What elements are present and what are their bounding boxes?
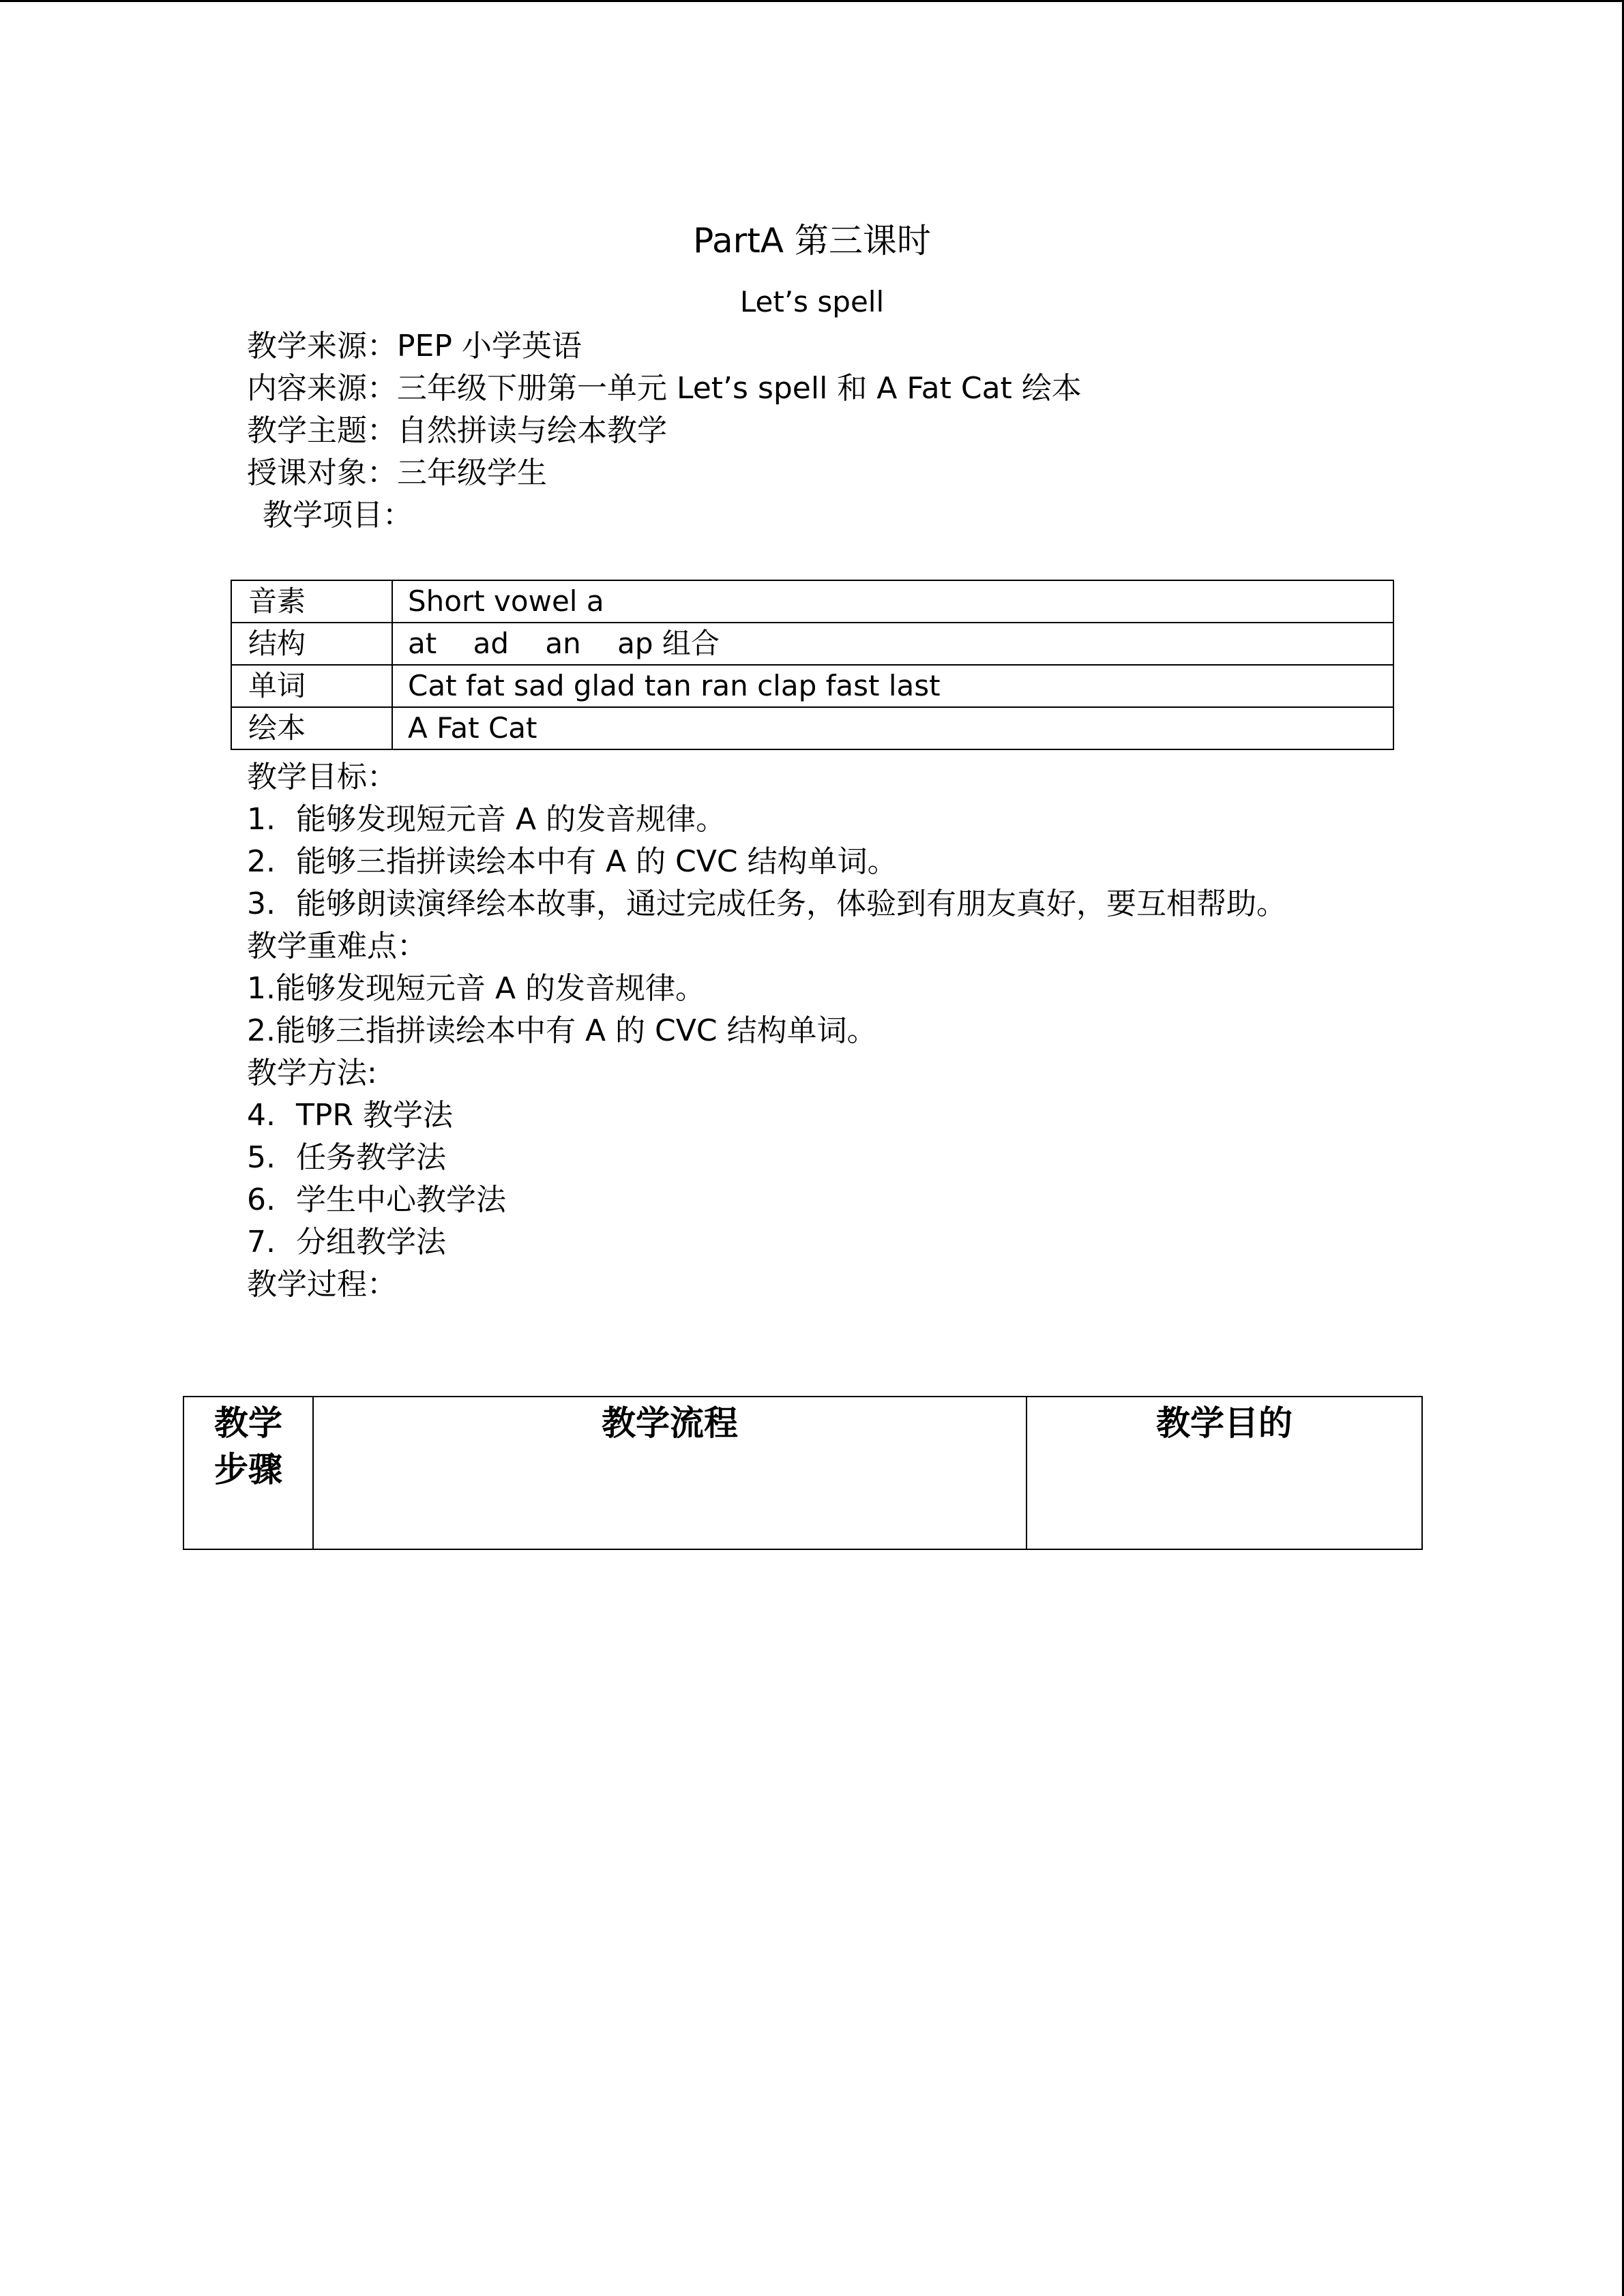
item-key: 结构 xyxy=(231,623,392,665)
list-item-text: TPR 教学法 xyxy=(296,1098,453,1133)
column-header-steps-line1: 教学 xyxy=(214,1403,282,1443)
list-item xyxy=(247,1222,446,1263)
top-border-line xyxy=(0,0,1624,2)
column-header-steps-line2: 步骤 xyxy=(214,1450,282,1489)
info-teaching-theme: 教学主题：自然拼读与绘本教学 xyxy=(247,413,667,448)
list-item-number: 6. xyxy=(247,1182,276,1217)
list-item xyxy=(247,1180,506,1221)
list-item-number: 5. xyxy=(247,1140,276,1175)
item-key: 单词 xyxy=(231,665,392,707)
list-item-number: 1. xyxy=(247,802,276,837)
list-item-text: 能够三指拼读绘本中有 A 的 CVC 结构单词。 xyxy=(296,844,898,879)
difficulty-item: 2.能够三指拼读绘本中有 A 的 CVC 结构单词。 xyxy=(247,1013,877,1048)
info-content-source: 内容来源：三年级下册第一单元 Let’s spell 和 A Fat Cat 绘本 xyxy=(247,371,1082,406)
difficulty-item: 1.能够发现短元音 A 的发音规律。 xyxy=(247,971,706,1006)
column-header-steps xyxy=(183,1397,313,1549)
methods-heading: 教学方法: xyxy=(247,1056,377,1090)
info-teaching-source: 教学来源：PEP 小学英语 xyxy=(247,329,582,363)
list-item xyxy=(247,841,898,882)
column-header-flow: 教学流程 xyxy=(313,1397,1027,1549)
item-value: A Fat Cat xyxy=(392,707,1393,749)
item-key: 绘本 xyxy=(231,707,392,749)
list-item-text: 学生中心教学法 xyxy=(296,1182,506,1217)
list-item xyxy=(247,884,1286,925)
item-value: Short vowel a xyxy=(392,580,1393,623)
teaching-process-table xyxy=(183,1396,1423,1550)
teaching-items-table xyxy=(231,580,1394,750)
table-row xyxy=(231,580,1393,623)
list-item-text: 能够朗读演绎绘本故事，通过完成任务，体验到有朋友真好，要互相帮助。 xyxy=(296,886,1286,921)
item-value: Cat fat sad glad tan ran clap fast last xyxy=(392,665,1393,707)
difficulties-heading: 教学重难点： xyxy=(247,929,427,964)
item-key: 音素 xyxy=(231,580,392,623)
item-value: at ad an ap 组合 xyxy=(392,623,1393,665)
list-item-number: 2. xyxy=(247,844,276,879)
list-item-number: 4. xyxy=(247,1098,276,1133)
table-row xyxy=(231,665,1393,707)
table-row xyxy=(231,707,1393,749)
process-heading: 教学过程： xyxy=(247,1267,397,1302)
list-item-number: 7. xyxy=(247,1225,276,1259)
column-header-purpose: 教学目的 xyxy=(1027,1397,1422,1549)
objectives-heading: 教学目标： xyxy=(247,760,397,794)
page-title: PartA 第三课时 xyxy=(693,221,931,260)
list-item xyxy=(247,1095,453,1136)
table-row xyxy=(231,623,1393,665)
list-item-text: 任务教学法 xyxy=(296,1140,446,1175)
page-subtitle: Let’s spell xyxy=(739,285,885,318)
table-header-row xyxy=(183,1397,1422,1549)
list-item-number: 3. xyxy=(247,886,276,921)
info-audience: 授课对象：三年级学生 xyxy=(247,456,547,490)
list-item xyxy=(247,799,726,840)
list-item xyxy=(247,1137,446,1178)
list-item-text: 能够发现短元音 A 的发音规律。 xyxy=(296,802,726,837)
items-heading: 教学项目： xyxy=(263,498,413,533)
list-item-text: 分组教学法 xyxy=(296,1225,446,1259)
